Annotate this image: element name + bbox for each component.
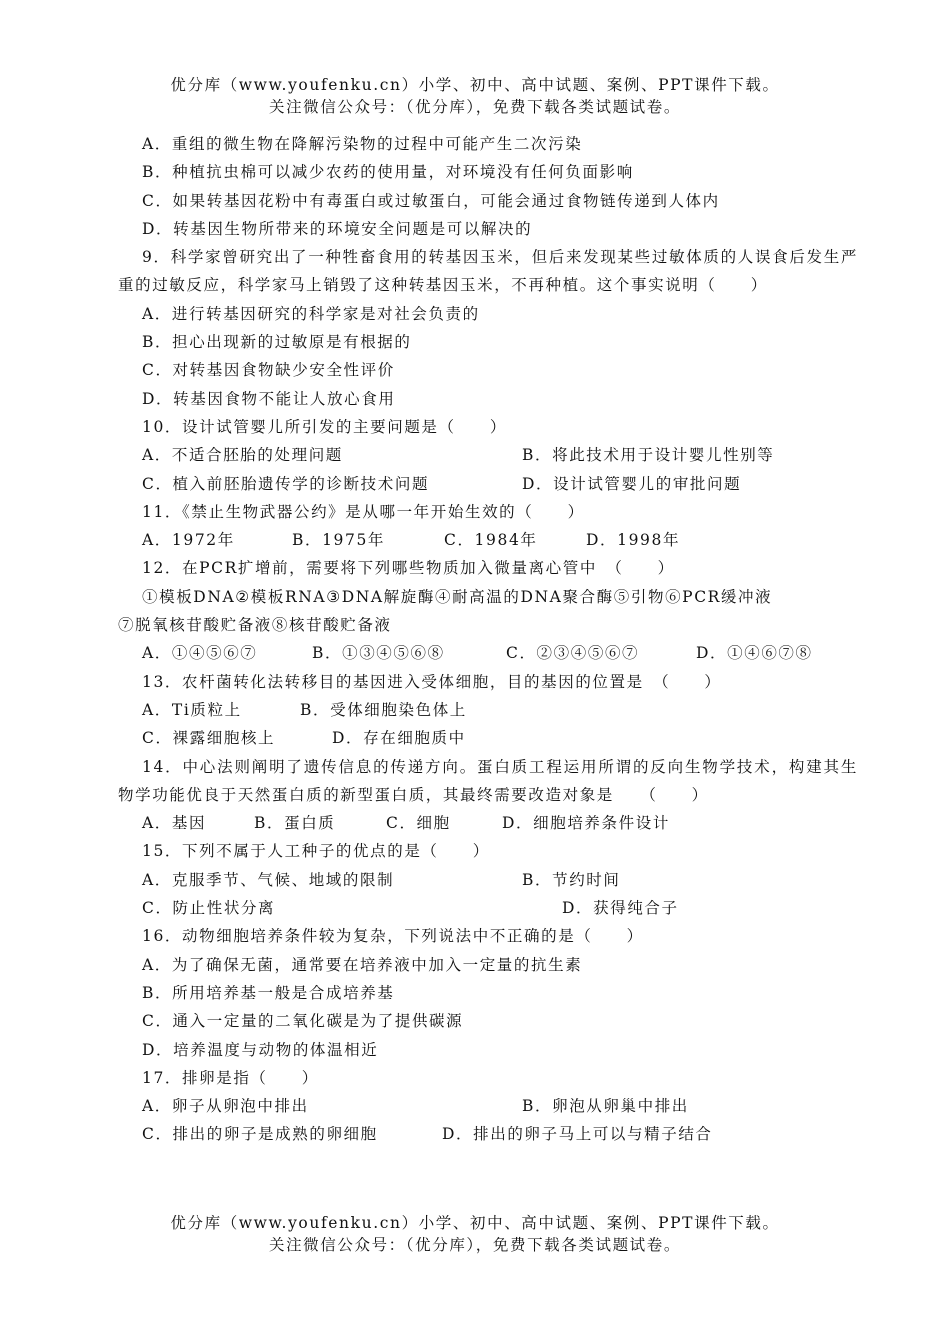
q14-option-b: B．蛋白质 bbox=[254, 814, 336, 833]
q15-option-d: D．获得纯合子 bbox=[562, 899, 679, 918]
q9-option-b: B．担心出现新的过敏原是有根据的 bbox=[142, 333, 412, 352]
q13-options-row-1 bbox=[118, 696, 858, 724]
q17-stem: 17．排卵是指（ ） bbox=[142, 1068, 319, 1087]
q15-options-row-1 bbox=[118, 866, 858, 894]
footer-line-1: 优分库（www.youfenku.cn）小学、初中、高中试题、案例、PPT课件下载。 bbox=[170, 1214, 780, 1232]
q9-option-d: D．转基因食物不能让人放心食用 bbox=[142, 389, 396, 408]
q9-option-a: A．进行转基因研究的科学家是对社会负责的 bbox=[142, 304, 480, 323]
q12-options-row bbox=[118, 639, 858, 667]
q17-options-row-2 bbox=[118, 1120, 858, 1148]
q8-option-c: C．如果转基因花粉中有毒蛋白或过敏蛋白，可能会通过食物链传递到人体内 bbox=[142, 191, 720, 210]
q15-option-a: A．克服季节、气候、地域的限制 bbox=[142, 870, 395, 889]
q10-option-c: C．植入前胚胎遗传学的诊断技术问题 bbox=[142, 474, 430, 493]
q12-materials-line-2: ⑦脱氧核苷酸贮备液⑧核苷酸贮备液 bbox=[118, 616, 392, 635]
q16-option-c: C．通入一定量的二氧化碳是为了提供碳源 bbox=[142, 1012, 464, 1031]
q13-stem: 13．农杆菌转化法转移目的基因进入受体细胞，目的基因的位置是 （ ） bbox=[142, 672, 722, 691]
q8-option-a: A．重组的微生物在降解污染物的过程中可能产生二次污染 bbox=[142, 135, 583, 153]
q8-option-b: B．种植抗虫棉可以减少农药的使用量，对环境没有任何负面影响 bbox=[142, 163, 634, 182]
q15-option-b: B．节约时间 bbox=[522, 870, 621, 889]
q16-option-b: B．所用培养基一般是合成培养基 bbox=[142, 983, 395, 1002]
q9-option-c: C．对转基因食物缺少安全性评价 bbox=[142, 361, 395, 380]
q17-option-b: B．卵泡从卵巢中排出 bbox=[522, 1097, 689, 1116]
q12-option-a: A．①④⑤⑥⑦ bbox=[142, 644, 258, 663]
q13-option-d: D．存在细胞质中 bbox=[332, 729, 466, 748]
header-line-1: 优分库（www.youfenku.cn）小学、初中、高中试题、案例、PPT课件下载。 bbox=[170, 76, 780, 94]
q13-option-c: C．裸露细胞核上 bbox=[142, 729, 276, 748]
q12-materials-line-1: ①模板DNA②模板RNA③DNA解旋酶④耐高温的DNA聚合酶⑤引物⑥PCR缓冲液 bbox=[142, 587, 773, 606]
q16-stem: 16．动物细胞培养条件较为复杂，下列说法中不正确的是（ ） bbox=[142, 927, 644, 946]
q9-stem: 9．科学家曾研究出了一种牲畜食用的转基因玉米，但后来发现某些过敏体质的人误食后发生严重的过敏反应，科学家马上销毁了这种转基因玉米，不再种植。这个事实说明（ ） bbox=[118, 248, 858, 295]
q10-option-d: D．设计试管婴儿的审批问题 bbox=[522, 474, 742, 493]
q14-options-row bbox=[118, 809, 858, 837]
exam-body bbox=[118, 130, 858, 1149]
q12-stem: 12．在PCR扩增前，需要将下列哪些物质加入微量离心管中 （ ） bbox=[142, 559, 675, 578]
header-line-2: 关注微信公众号：（优分库），免费下载各类试题试卷。 bbox=[268, 98, 681, 116]
page-header bbox=[0, 74, 950, 118]
q13-option-b: B．受体细胞染色体上 bbox=[300, 700, 467, 719]
q10-option-b: B．将此技术用于设计婴儿性别等 bbox=[522, 446, 775, 465]
q11-option-d: D．1998年 bbox=[586, 531, 681, 550]
q15-stem: 15．下列不属于人工种子的优点的是（ ） bbox=[142, 842, 490, 861]
q17-option-c: C．排出的卵子是成熟的卵细胞 bbox=[142, 1125, 378, 1144]
q11-option-b: B．1975年 bbox=[292, 531, 386, 550]
q15-options-row-2 bbox=[118, 894, 858, 922]
q17-option-d: D．排出的卵子马上可以与精子结合 bbox=[442, 1125, 713, 1144]
q11-stem: 11．《禁止生物武器公约》是从哪一年开始生效的（ ） bbox=[142, 502, 585, 521]
q16-option-d: D．培养温度与动物的体温相近 bbox=[142, 1040, 379, 1059]
q10-options-row-1 bbox=[118, 441, 858, 469]
q10-option-a: A．不适合胚胎的处理问题 bbox=[142, 446, 343, 465]
q8-option-d: D．转基因生物所带来的环境安全问题是可以解决的 bbox=[142, 219, 533, 238]
q15-option-c: C．防止性状分离 bbox=[142, 899, 276, 918]
q13-options-row-2 bbox=[118, 724, 858, 752]
page-footer bbox=[0, 1212, 950, 1256]
q14-option-a: A．基因 bbox=[142, 814, 207, 833]
q17-options-row-1 bbox=[118, 1092, 858, 1120]
q12-option-d: D．①④⑥⑦⑧ bbox=[696, 644, 813, 663]
footer-line-2: 关注微信公众号：（优分库），免费下载各类试题试卷。 bbox=[268, 1236, 681, 1254]
q14-option-d: D．细胞培养条件设计 bbox=[502, 814, 670, 833]
q10-stem: 10．设计试管婴儿所引发的主要问题是（ ） bbox=[142, 417, 507, 436]
q16-option-a: A．为了确保无菌，通常要在培养液中加入一定量的抗生素 bbox=[142, 955, 583, 974]
q10-options-row-2 bbox=[118, 470, 858, 498]
q13-option-a: A．Ti质粒上 bbox=[142, 700, 242, 719]
q11-option-a: A．1972年 bbox=[142, 531, 235, 550]
q12-option-c: C．②③④⑤⑥⑦ bbox=[506, 644, 640, 663]
q11-options-row bbox=[118, 526, 858, 554]
q11-option-c: C．1984年 bbox=[444, 531, 538, 550]
q14-stem: 14．中心法则阐明了遗传信息的传递方向。蛋白质工程运用所谓的反向生物学技术，构建其生物学功能优良于天然蛋白质的新型蛋白质，其最终需要改造对象是 （ ） bbox=[118, 757, 858, 804]
q12-option-b: B．①③④⑤⑥⑧ bbox=[312, 644, 445, 663]
q17-option-a: A．卵子从卵泡中排出 bbox=[142, 1097, 309, 1116]
q14-option-c: C．细胞 bbox=[386, 814, 451, 833]
